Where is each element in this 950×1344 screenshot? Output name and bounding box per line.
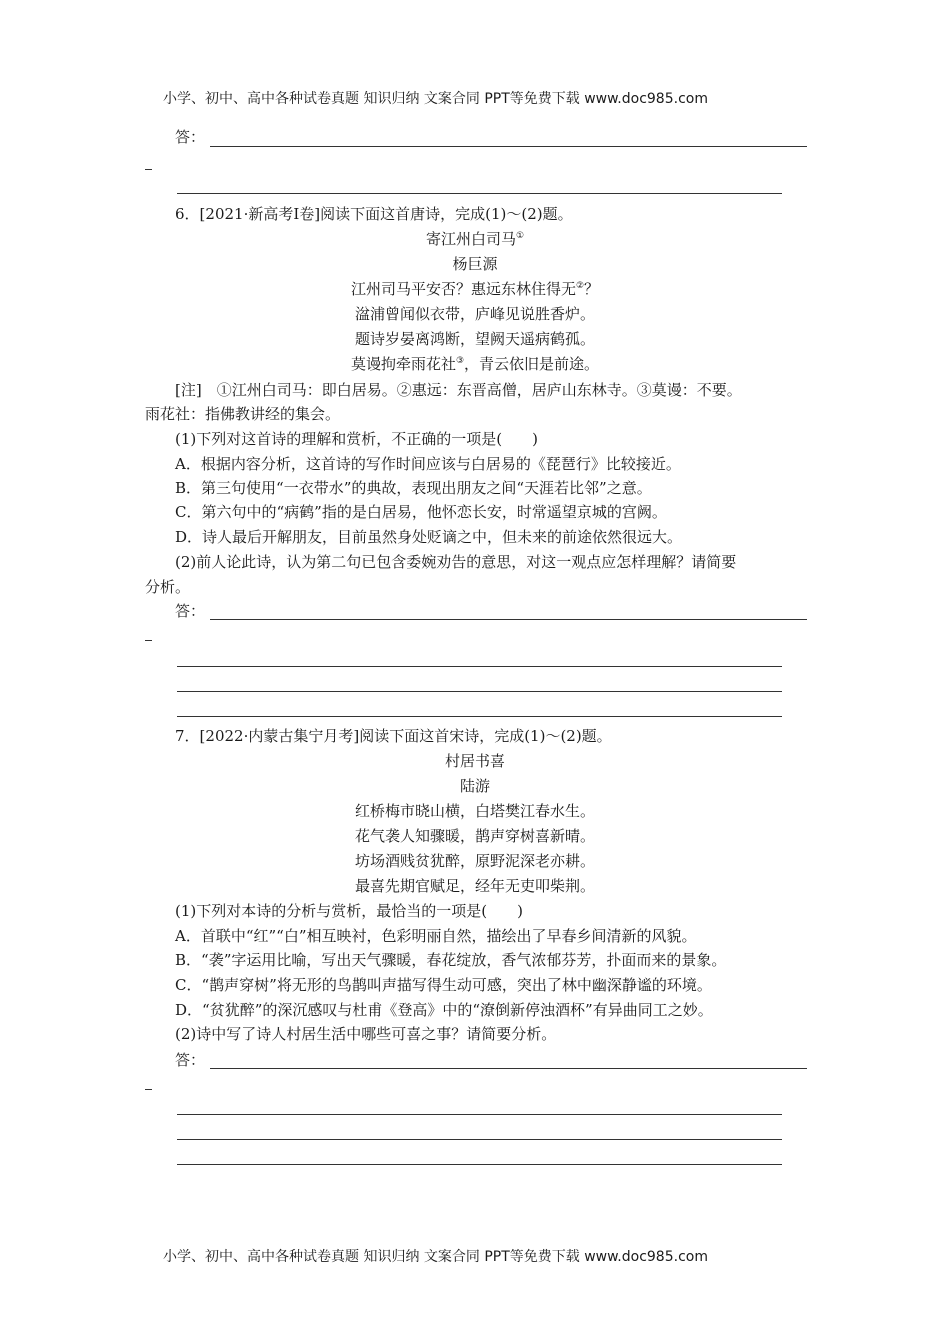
answer-dash (145, 640, 152, 641)
q6-option-b[interactable]: B．第三句使用“一衣带水”的典故，表现出朋友之间“天涯若比邻”之意。 (175, 479, 652, 497)
q6-option-a[interactable]: A．根据内容分析，这首诗的写作时间应该与白居易的《琵琶行》比较接近。 (175, 455, 681, 473)
answer-dash (145, 169, 152, 170)
q6-option-d[interactable]: D．诗人最后开解朋友，目前虽然身处贬谪之中，但未来的前途依然很远大。 (175, 528, 683, 546)
q6-notes: [注] ①江州白司马：即白居易。②惠远：东晋高僧，居庐山东林寺。③莫谩：不要。 (175, 381, 742, 399)
q7-sub1: (1)下列对本诗的分析与赏析，最恰当的一项是( ) (175, 902, 523, 920)
q6-poem-line: 莫谩拘牵雨花社③，青云依旧是前途。 (350, 355, 600, 373)
q6-poem-line: 题诗岁晏离鸿断，望阙天遥病鹤孤。 (354, 330, 595, 348)
q6-option-c[interactable]: C．第六句中的“病鹤”指的是白居易，他怀恋长安，时常遥望京城的宫阙。 (175, 503, 667, 521)
q7-option-b[interactable]: B．“袭”字运用比喻，写出天气骤暖，春花绽放，香气浓郁芬芳，扑面而来的景象。 (175, 951, 727, 969)
q7-poem-line: 最喜先期官赋足，经年无吏叩柴荆。 (354, 877, 595, 895)
q7-poem-title: 村居书喜 (444, 752, 505, 770)
q6-sub1: (1)下列对这首诗的理解和赏析，不正确的一项是( ) (175, 430, 538, 448)
q6-title-text: 寄江州白司马 (425, 230, 516, 248)
q7-poem-line: 花气袭人知骤暖，鹊声穿树喜新晴。 (354, 827, 595, 845)
q7-option-d[interactable]: D．“贫犹醉”的深沉感叹与杜甫《登高》中的“潦倒新停浊酒杯”有异曲同工之妙。 (175, 1001, 713, 1019)
q6-author: 杨巨源 (452, 255, 498, 273)
q6-notes-cont: 雨花社：指佛教讲经的集会。 (145, 405, 341, 423)
answer-label: 答： (175, 1051, 206, 1069)
answer-line[interactable] (177, 1139, 782, 1140)
answer-line[interactable] (177, 193, 782, 194)
q6-poem-line: 湓浦曾闻似衣带，庐峰见说胜香炉。 (354, 305, 595, 323)
q7-intro: 7．[2022·内蒙古集宁月考]阅读下面这首宋诗，完成(1)～(2)题。 (175, 727, 612, 745)
q7-option-c[interactable]: C．“鹊声穿树”将无形的鸟鹊叫声描写得生动可感，突出了林中幽深静谧的环境。 (175, 976, 712, 994)
q6-intro: 6．[2021·新高考Ⅰ卷]阅读下面这首唐诗，完成(1)～(2)题。 (175, 205, 573, 223)
q6-poem-title (0, 228, 950, 249)
q7-sub2: (2)诗中写了诗人村居生活中哪些可喜之事？请简要分析。 (175, 1025, 557, 1043)
answer-line[interactable] (210, 146, 807, 147)
answer-line[interactable] (177, 666, 782, 667)
answer-line[interactable] (210, 1068, 807, 1069)
answer-dash (145, 1089, 152, 1090)
q7-poem-line: 坊场酒贱贫犹醉，原野泥深老亦耕。 (354, 852, 595, 870)
q7-option-a[interactable]: A．首联中“红”“白”相互映衬，色彩明丽自然，描绘出了早春乡间清新的风貌。 (175, 927, 697, 945)
answer-line[interactable] (177, 1164, 782, 1165)
q7-poem-line: 红桥梅市晓山横，白塔樊江春水生。 (354, 802, 595, 820)
q6-poem-line: 江州司马平安否？惠远东林住得无②？ (350, 280, 600, 298)
answer-line[interactable] (177, 1114, 782, 1115)
answer-line[interactable] (210, 619, 807, 620)
q7-author: 陆游 (459, 777, 490, 795)
answer-line[interactable] (177, 691, 782, 692)
page-footer: 小学、初中、高中各种试卷真题 知识归纳 文案合同 PPT等免费下载 www.doc985.com (163, 1249, 708, 1265)
page-header: 小学、初中、高中各种试卷真题 知识归纳 文案合同 PPT等免费下载 www.doc985.com (163, 91, 708, 107)
answer-line[interactable] (177, 716, 782, 717)
answer-label: 答： (175, 128, 206, 146)
answer-label: 答： (175, 602, 206, 620)
q6-title-note: ① (515, 231, 525, 241)
q6-sub2-cont: 分析。 (145, 578, 191, 596)
q6-sub2: (2)前人论此诗，认为第二句已包含委婉劝告的意思，对这一观点应怎样理解？请简要 (175, 553, 737, 571)
